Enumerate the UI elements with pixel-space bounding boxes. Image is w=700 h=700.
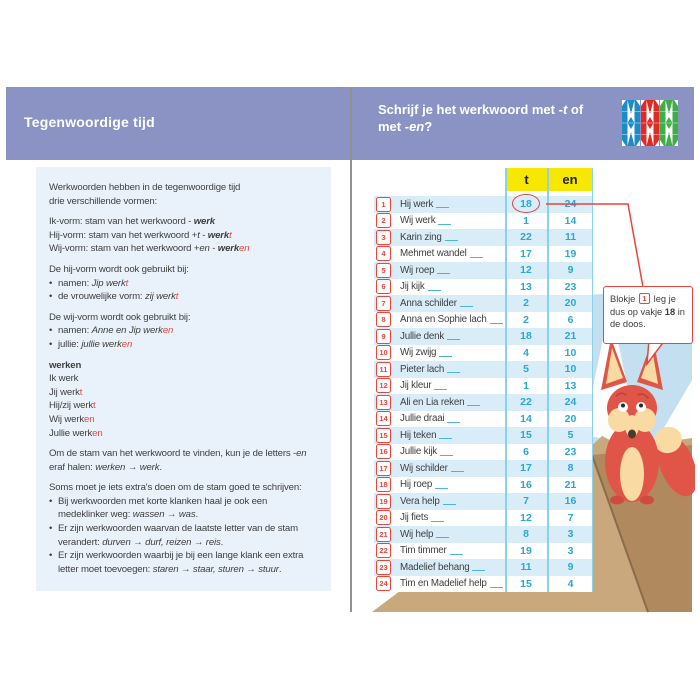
verb-label: Wij help [400, 528, 434, 540]
row-number-badge: 11 [376, 362, 391, 377]
text-segment: en [121, 338, 133, 350]
row-number-badge: 7 [376, 296, 391, 311]
info-line [49, 522, 323, 536]
text-segment: en [409, 119, 425, 134]
row-number-badge: 24 [376, 576, 391, 591]
verb-label: Madelief behang [400, 561, 470, 573]
text-segment: Werkwoorden hebben in de tegenwoordige tijd [49, 182, 241, 193]
row-number-badge: 22 [376, 543, 391, 558]
answer-blank [445, 233, 458, 241]
value: 23 [564, 445, 577, 458]
text-segment: . [220, 536, 224, 548]
text-segment: durven → durf, reizen → reis [102, 536, 221, 548]
info-line [49, 536, 323, 550]
info-line [49, 481, 323, 495]
bullet-marker: • [49, 523, 53, 535]
value: 12 [520, 511, 532, 524]
circled-answer: 18 [520, 198, 532, 211]
value: 13 [564, 379, 577, 392]
bullet-marker: • [49, 291, 53, 303]
info-line [49, 413, 323, 427]
right-page-title [378, 101, 583, 135]
value: 14 [564, 214, 577, 227]
text-segment: - [209, 243, 218, 255]
text-segment: verandert: [58, 536, 103, 548]
en-value [548, 213, 593, 230]
text-segment: Anne en Jip werk [91, 325, 163, 337]
value: 11 [564, 231, 577, 244]
value: 21 [564, 330, 577, 343]
text-segment: Soms moet je iets extra's doen om de stam goed te schrijven: [49, 482, 302, 494]
row-number-badge: 1 [376, 197, 391, 212]
blocks-logo-icon [622, 100, 678, 146]
table-row [374, 213, 593, 230]
text-segment: eraf halen: [49, 461, 96, 473]
verb-label: Jullie kijk [400, 446, 437, 458]
text-segment: en [199, 243, 210, 255]
row-number-badge: 19 [376, 494, 391, 509]
t-value [505, 229, 547, 246]
verb-label: Mehmet wandel [400, 248, 467, 260]
bullet-marker: • [49, 495, 53, 507]
text-segment: - [199, 229, 208, 241]
table-row [374, 229, 593, 246]
row-number-badge: 17 [376, 461, 391, 476]
info-line [49, 324, 323, 338]
info-line [49, 508, 323, 522]
row-number-badge: 13 [376, 395, 391, 410]
value: 9 [567, 561, 574, 574]
value: 20 [564, 412, 577, 425]
value: 21 [564, 478, 577, 491]
text-segment: leg je dus op vakje [610, 294, 676, 317]
row-number-badge: 8 [376, 312, 391, 327]
text-segment: Hij-vorm: stam van het werkwoord + [49, 229, 198, 241]
row-number-badge: 9 [376, 329, 391, 344]
verb-label: Hij roep [400, 479, 433, 491]
row-number-badge: 2 [376, 213, 391, 228]
text-segment: t [229, 229, 232, 241]
text-segment: Jullie werk [49, 427, 93, 439]
title-line [378, 101, 583, 118]
value: 14 [520, 412, 532, 425]
info-line [49, 447, 323, 461]
value: 15 [520, 429, 532, 442]
verb-label: Wij werk [400, 215, 436, 227]
text-segment: Er zijn werkwoorden waarbij je bij een lange klank een extra [58, 550, 304, 562]
verb-label: Hij teken [400, 429, 437, 441]
value: 22 [520, 231, 532, 244]
verb-label: Anna schilder [400, 297, 457, 309]
text-segment: Blokje [610, 294, 638, 304]
text-segment: wassen → was [132, 509, 196, 521]
text-segment: t [93, 400, 96, 412]
text-segment: Wij werk [49, 413, 85, 425]
row-number-badge: 18 [376, 477, 391, 492]
value: 6 [567, 313, 574, 326]
verb-label: Vera help [400, 495, 440, 507]
text-segment: Jip werk [91, 277, 126, 289]
value: 24 [564, 396, 577, 409]
row-number-badge: 4 [376, 246, 391, 261]
text-segment: De wij-vorm wordt ook gebruikt bij: [49, 311, 191, 323]
text-segment: Ik werk [49, 373, 79, 385]
value: 1 [523, 379, 529, 392]
bullet-marker: • [49, 338, 53, 350]
row-number-badge: 5 [376, 263, 391, 278]
text-segment: werk [217, 243, 240, 255]
info-line [49, 549, 323, 563]
value: 7 [567, 511, 574, 524]
verb-label: Jullie draai [400, 413, 445, 425]
en-value [548, 229, 593, 246]
text-segment: en [296, 448, 307, 460]
text-segment: werken [49, 359, 82, 371]
info-line [49, 427, 323, 441]
t-value [505, 213, 547, 230]
text-segment: staren → staar, sturen → stuur [152, 563, 279, 575]
bullet-marker: • [49, 550, 53, 562]
text-segment: t [79, 386, 83, 398]
text-segment: t [197, 229, 200, 241]
row-number-badge: 14 [376, 411, 391, 426]
text-segment: zij werk [144, 291, 176, 303]
verb-label: Anna en Sophie lach [400, 314, 487, 326]
text-segment: werk [207, 229, 230, 241]
row-number-badge: 16 [376, 444, 391, 459]
verb-label: Tim en Madelief help [400, 578, 487, 590]
verb-label: Wij roep [400, 264, 435, 276]
text-segment: Bij werkwoorden met korte klanken haal je ook een [58, 495, 268, 507]
verb-label: Ali en Lia reken [400, 396, 465, 408]
value: 10 [564, 363, 577, 376]
text-segment: t [125, 277, 129, 289]
info-line [49, 495, 323, 509]
verb-label: Wij zwijg [400, 347, 437, 359]
text-segment: met - [378, 119, 410, 134]
info-line [49, 242, 323, 256]
value: 1 [523, 214, 529, 227]
text-segment: Jij werk [49, 386, 80, 398]
text-segment: Er zijn werkwoorden waarvan de laatste letter van de stam [58, 523, 298, 535]
value: 22 [520, 396, 532, 409]
row-number-badge: 15 [376, 428, 391, 443]
verb-label: Jij kijk [400, 281, 425, 293]
info-line [49, 277, 323, 291]
row-number-badge: 12 [376, 378, 391, 393]
text-segment: namen: [58, 277, 92, 289]
value: 3 [567, 528, 574, 541]
text-segment: werken → werk [95, 461, 160, 473]
text-segment: namen: [58, 325, 92, 337]
text-segment: en [239, 243, 250, 255]
value: 19 [564, 247, 577, 260]
value: 13 [520, 280, 532, 293]
text-segment: in de doos. [610, 306, 685, 330]
answer-blank [438, 217, 451, 225]
info-line [49, 372, 323, 386]
row-number-badge: 21 [376, 527, 391, 542]
value: 10 [564, 346, 577, 359]
text-segment: of [567, 102, 584, 117]
info-line [49, 461, 323, 475]
text-segment: Om de stam van het werkwoord te vinden, kun je de letters - [49, 448, 297, 460]
text-segment: Ik-vorm: stam van het werkwoord - [49, 216, 194, 228]
info-line [49, 215, 323, 229]
value: 4 [523, 346, 529, 359]
answer-blank [436, 200, 449, 208]
text-segment: jullie: [58, 338, 82, 350]
value: 8 [567, 462, 574, 475]
value: 15 [520, 577, 532, 590]
hint-speech-bubble [603, 286, 693, 344]
bullet-marker: • [49, 277, 53, 289]
text-segment: Hij/zij werk [49, 400, 94, 412]
text-segment: ? [424, 119, 433, 134]
value: 18 [520, 330, 532, 343]
left-page-title: Tegenwoordige tijd [24, 114, 155, 130]
info-line [49, 229, 323, 243]
info-line [49, 563, 323, 577]
table-row [374, 196, 593, 213]
info-line [49, 359, 323, 373]
value: 7 [523, 495, 529, 508]
text-segment: jullie werk [81, 338, 122, 350]
value: 3 [567, 544, 574, 557]
text-segment: medeklinker weg: [58, 509, 133, 521]
text-segment: De hij-vorm wordt ook gebruikt bij: [49, 263, 189, 275]
verb-label: Pieter lach [400, 363, 445, 375]
text-segment: de vrouwelijke vorm: [58, 291, 145, 303]
verb-label: Jij kleur [400, 380, 432, 392]
text-segment: t [175, 291, 179, 303]
row-number-badge: 23 [376, 560, 391, 575]
info-line [49, 338, 323, 352]
value: 11 [520, 561, 532, 574]
info-line [49, 386, 323, 400]
value: 5 [523, 363, 529, 376]
text-segment: letter moet toevoegen: [58, 563, 153, 575]
text-segment: Wij-vorm: stam van het werkwoord + [49, 243, 200, 255]
info-line [49, 263, 323, 277]
t-value [505, 196, 547, 213]
grammar-info-box [36, 167, 331, 591]
text-segment: Schrijf je het werkwoord met - [378, 102, 563, 117]
value: 19 [520, 544, 532, 557]
value: 2 [523, 313, 529, 326]
text-segment: werk [193, 216, 215, 228]
value: 9 [567, 264, 574, 277]
text-segment: en [162, 325, 174, 337]
value: 24 [564, 198, 577, 211]
value: 16 [520, 478, 532, 491]
text-segment: drie verschillende vormen: [49, 195, 158, 207]
verb-label: Tim timmer [400, 545, 447, 557]
value: 5 [567, 429, 574, 442]
en-value [548, 196, 593, 213]
verb-label: Wij schilder [400, 462, 448, 474]
value: 4 [567, 577, 574, 590]
text-segment: . [159, 461, 162, 473]
column-header-en: en [548, 168, 592, 191]
bullet-marker: • [49, 325, 53, 337]
text-segment: en [84, 413, 95, 425]
info-line [49, 181, 323, 195]
value: 8 [523, 528, 529, 541]
text-segment: 18 [664, 306, 676, 317]
text-segment: t [562, 102, 568, 117]
verb-label: Jullie denk [400, 330, 445, 342]
title-line [378, 118, 583, 135]
book-spine-divider [350, 87, 352, 612]
row-number-badge: 10 [376, 345, 391, 360]
value: 17 [520, 247, 532, 260]
verb-label: Hij werk [400, 198, 434, 210]
value: 23 [564, 280, 577, 293]
info-line [49, 311, 323, 325]
text-segment: . [195, 509, 199, 521]
verb-label: Jij fiets [400, 512, 429, 524]
column-header-t: t [506, 168, 547, 191]
value: 6 [523, 445, 529, 458]
row-number-badge: 3 [376, 230, 391, 245]
text-segment: . [278, 563, 282, 575]
value: 12 [520, 264, 532, 277]
verb-label: Karin zing [400, 231, 442, 243]
info-line [49, 290, 323, 304]
text-segment: en [92, 427, 103, 439]
row-number-badge: 20 [376, 510, 391, 525]
value: 20 [564, 297, 577, 310]
value: 16 [564, 495, 577, 508]
value: 17 [520, 462, 532, 475]
row-number-badge: 6 [376, 279, 391, 294]
info-line [49, 195, 323, 209]
value: 2 [523, 297, 529, 310]
info-line [49, 399, 323, 413]
text-segment: 1 [639, 293, 650, 304]
